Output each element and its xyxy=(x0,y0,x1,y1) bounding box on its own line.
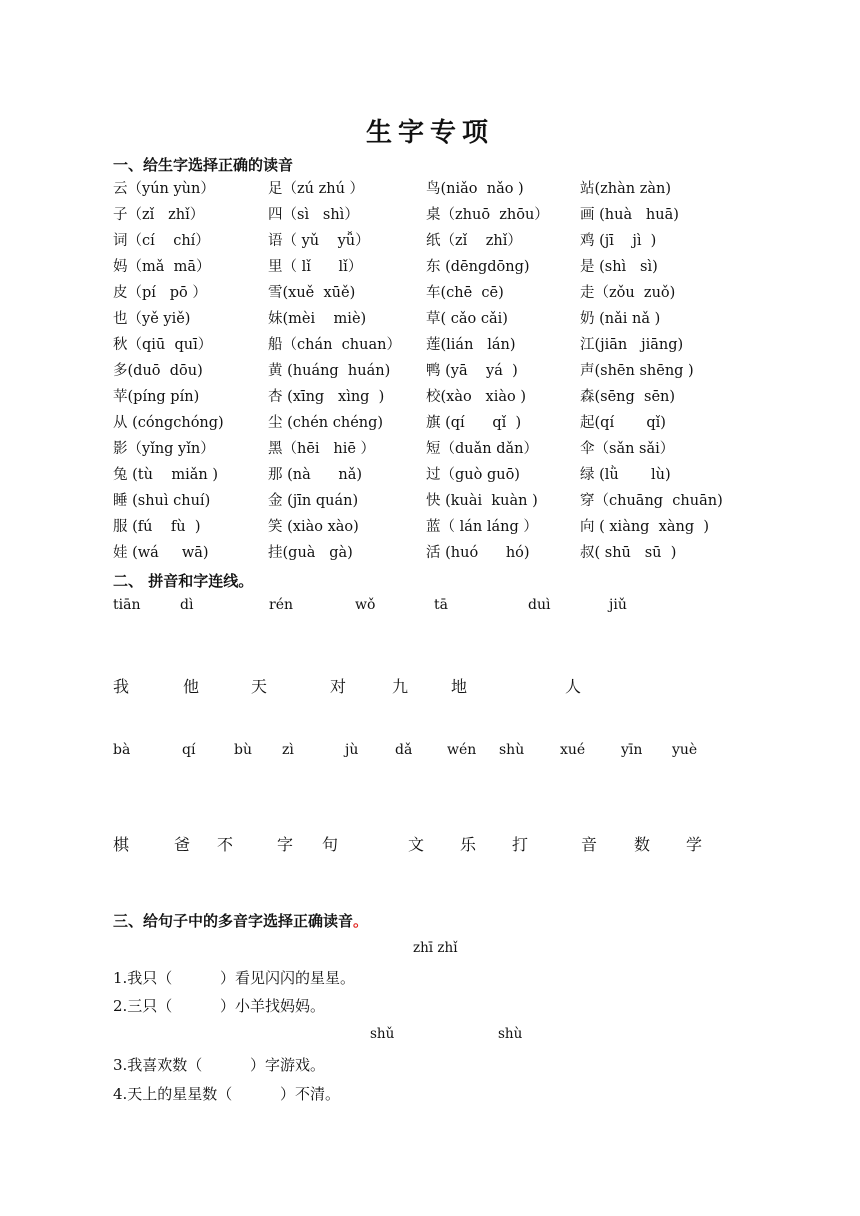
char-item: 伞（sǎn sǎi） xyxy=(580,441,675,457)
char-item: 奶 (nǎi nǎ ) xyxy=(580,311,661,327)
character-item: 学 xyxy=(686,835,703,854)
character-item: 乐 xyxy=(460,835,477,854)
character-item: 他 xyxy=(183,677,200,696)
character-item: 打 xyxy=(512,835,529,854)
page-title: 生字专项 xyxy=(365,118,494,148)
char-item: 子（zǐ zhǐ） xyxy=(113,207,205,223)
character-item: 棋 xyxy=(113,835,130,854)
character-item: 句 xyxy=(322,835,339,854)
char-item: 校(xào xiào ) xyxy=(426,389,526,405)
char-item: 江(jiān jiāng) xyxy=(580,337,684,353)
char-item: 苹(píng pín) xyxy=(113,389,200,405)
char-item: 杏 (xīng xìng ) xyxy=(268,389,385,405)
char-item: 走（zǒu zuǒ) xyxy=(580,285,676,301)
char-item: 向 ( xiàng xàng ) xyxy=(580,519,709,535)
char-item: 多(duō dōu) xyxy=(113,363,203,379)
char-item: 妈（mǎ mā） xyxy=(113,259,211,275)
char-item: 鸭 (yā yá ) xyxy=(426,363,518,379)
char-item: 声(shēn shēng ) xyxy=(580,363,694,379)
pinyin-item: qí xyxy=(182,742,196,758)
pinyin-item: wǒ xyxy=(355,597,376,613)
char-item: 站(zhàn zàn) xyxy=(580,181,672,197)
pinyin-item: dǎ xyxy=(395,742,413,758)
hint-shu-4: shù xyxy=(498,1026,523,1042)
pinyin-item: tā xyxy=(434,597,448,613)
char-item: 快 (kuài kuàn ) xyxy=(426,493,538,509)
pinyin-item: rén xyxy=(269,597,293,613)
sentence-2: 2.三只（ ）小羊找妈妈。 xyxy=(113,997,325,1015)
char-item: 黄 (huáng huán) xyxy=(268,363,391,379)
char-item: 鸟(niǎo nǎo ) xyxy=(426,181,524,197)
char-item: 车(chē cē) xyxy=(426,285,504,301)
pinyin-item: dì xyxy=(180,597,194,613)
char-item: 鸡 (jī jì ) xyxy=(580,233,657,249)
char-item: 过（guò guō) xyxy=(426,467,520,483)
section-1-heading: 一、给生字选择正确的读音 xyxy=(113,156,294,174)
char-item: 短（duǎn dǎn） xyxy=(426,441,538,457)
char-item: 兔 (tù miǎn ) xyxy=(113,467,219,483)
pinyin-item: zì xyxy=(282,742,294,758)
hint-zhi: zhī zhǐ xyxy=(413,940,458,956)
char-item: 词（cí chí） xyxy=(113,233,210,249)
char-item: 尘 (chén chéng) xyxy=(268,415,384,431)
sentence-4: 4.天上的星星数（ ）不清。 xyxy=(113,1085,340,1103)
pinyin-item: tiān xyxy=(113,597,141,613)
character-item: 我 xyxy=(113,677,130,696)
char-item: 雪(xuě xūě) xyxy=(268,285,356,301)
char-item: 挂(guà gà) xyxy=(268,545,353,561)
sentence-1: 1.我只（ ）看见闪闪的星星。 xyxy=(113,969,355,987)
pinyin-item: wén xyxy=(447,742,477,758)
pinyin-item: duì xyxy=(528,597,551,613)
character-item: 数 xyxy=(634,835,651,854)
char-item: 秋（qiū quī） xyxy=(113,337,213,353)
char-item: 皮（pí pō ） xyxy=(113,285,207,301)
char-item: 绿 (lǜ lù) xyxy=(580,467,671,483)
char-item: 莲(lián lán) xyxy=(426,337,516,353)
char-item: 影（yǐng yǐn） xyxy=(113,441,215,457)
char-item: 是 (shì sì) xyxy=(580,259,658,275)
char-item: 纸（zǐ zhǐ） xyxy=(426,233,522,249)
character-item: 对 xyxy=(330,677,347,696)
char-item: 船（chán chuan） xyxy=(268,337,401,353)
char-item: 睡 (shuì chuí) xyxy=(113,493,211,509)
char-item: 也（yě yiě) xyxy=(113,311,191,327)
char-item: 黑（hēi hiē ） xyxy=(268,441,376,457)
char-item: 桌（zhuō zhōu） xyxy=(426,207,549,223)
hint-shu-3: shǔ xyxy=(370,1026,395,1042)
char-item: 画 (huà huā) xyxy=(580,207,679,223)
char-item: 草( cǎo cǎi) xyxy=(426,311,508,327)
pinyin-item: jù xyxy=(345,742,359,758)
pinyin-item: yīn xyxy=(621,742,643,758)
char-item: 服 (fú fù ) xyxy=(113,519,201,535)
char-item: 足（zú zhú ） xyxy=(268,181,365,197)
char-item: 那 (nà nǎ) xyxy=(268,467,363,483)
pinyin-item: bà xyxy=(113,742,131,758)
character-item: 文 xyxy=(408,835,425,854)
section-2-heading: 二、 拼音和字连线。 xyxy=(113,572,254,590)
pinyin-item: jiǔ xyxy=(609,597,627,613)
char-item: 四（sì shì） xyxy=(268,207,359,223)
pinyin-item: xué xyxy=(560,742,586,758)
char-item: 森(sēng sēn) xyxy=(580,389,676,405)
char-item: 笑 (xiào xào) xyxy=(268,519,359,535)
char-item: 旗 (qí qǐ ) xyxy=(426,415,522,431)
character-item: 音 xyxy=(581,835,598,854)
char-item: 语（ yǔ yǚ） xyxy=(268,233,370,249)
char-item: 活 (huó hó) xyxy=(426,545,530,561)
character-item: 不 xyxy=(217,835,234,854)
char-item: 东 (dēngdōng) xyxy=(426,259,530,275)
section-3-heading-dot: 。 xyxy=(353,912,369,930)
sentence-3: 3.我喜欢数（ ）字游戏。 xyxy=(113,1056,325,1074)
pinyin-item: shù xyxy=(499,742,525,758)
character-item: 天 xyxy=(251,677,268,696)
character-item: 人 xyxy=(565,677,582,696)
char-item: 叔( shū sū ) xyxy=(580,545,677,561)
character-item: 字 xyxy=(277,835,294,854)
char-item: 云（yún yùn） xyxy=(113,181,215,197)
char-item: 从 (cóngchóng) xyxy=(113,415,224,431)
character-item: 地 xyxy=(451,677,468,696)
char-item: 蓝（ lán láng ） xyxy=(426,519,538,535)
char-item: 穿（chuāng chuān) xyxy=(580,493,723,509)
character-item: 九 xyxy=(392,677,409,696)
pinyin-item: bù xyxy=(234,742,252,758)
char-item: 金 (jīn quán) xyxy=(268,493,359,509)
pinyin-item: yuè xyxy=(672,742,698,758)
char-item: 里（ lǐ lǐ） xyxy=(268,259,363,275)
char-item: 娃 (wá wā) xyxy=(113,545,209,561)
character-item: 爸 xyxy=(174,835,191,854)
section-3-heading: 三、给句子中的多音字选择正确读音。 xyxy=(113,912,369,930)
char-item: 妹(mèi miè) xyxy=(268,311,367,327)
char-item: 起(qí qǐ) xyxy=(580,415,666,431)
